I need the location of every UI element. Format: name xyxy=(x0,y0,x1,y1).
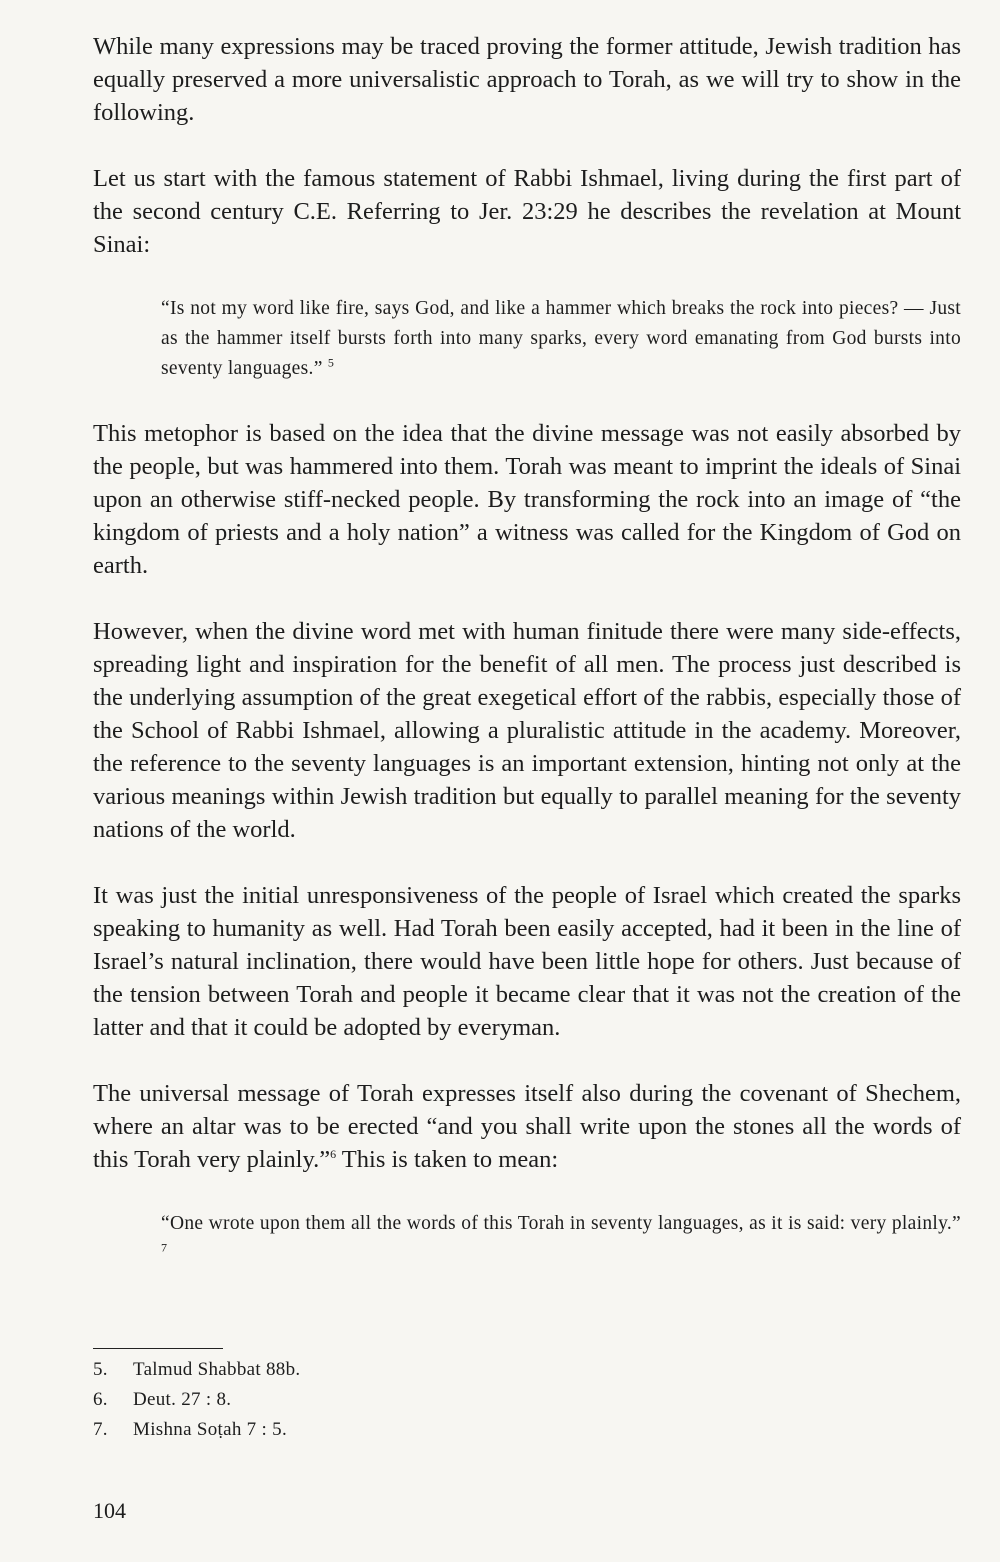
footnote-divider xyxy=(93,1348,223,1349)
quote-text: “One wrote upon them all the words of this Torah in seventy languages, as it is said: very plainly.” xyxy=(161,1213,961,1234)
footnote-ref: 5 xyxy=(327,355,335,370)
quote-text: “Is not my word like fire, says God, and like a hammer which breaks the rock into pieces? — Just as the hammer itself bursts forth into many sparks, every word emanating from God bursts into seventy languages.” xyxy=(161,298,961,379)
paragraph-intro: While many expressions may be traced proving the former attitude, Jewish tradition has equally preserved a more universalistic approach to Torah, as we will try to show in the following. xyxy=(93,33,961,126)
paragraph-rabbi-ishmael: Let us start with the famous statement of Rabbi Ishmael, living during the first part of the second century C.E. Referring to Jer. 23:29 he describes the revelation at Mount Sinai: xyxy=(93,165,961,258)
block-quote-seventy-languages xyxy=(161,1209,961,1269)
paragraph-metaphor: This metophor is based on the idea that the divine message was not easily absorbed by the people, but was hammered into them. Torah was meant to imprint the ideals of Sinai upon an otherwise stiff-necked people. By transforming the rock into an image of “the kingdom of priests and a holy nation” a witness was called for the Kingdom of God on earth. xyxy=(93,420,961,579)
paragraph-shechem xyxy=(93,1077,961,1176)
paragraph-finitude: However, when the divine word met with human finitude there were many side-effects, spreading light and inspiration for the benefit of all men. The process just described is the underlying assumption of the great exegetical effort of the rabbis, especially those of the School of Rabbi Ishmael, allowing a pluralistic attitude in the academy. Moreover, the reference to the seventy languages is an important extension, hinting not only at the various meanings within Jewish tradition but equally to parallel meaning for the seventy nations of the world. xyxy=(93,618,961,843)
footnote-item xyxy=(93,1355,961,1385)
footnote-text: Deut. 27 : 8. xyxy=(133,1389,232,1410)
footnote-item xyxy=(93,1415,961,1445)
paragraph-text: The universal message of Torah expresses itself also during the covenant of Shechem, where an altar was to be erected “and you shall write upon the stones all the words of this Torah very plainly.” xyxy=(93,1080,961,1173)
footnote-item xyxy=(93,1385,961,1415)
footnote-ref: 6 xyxy=(330,1146,337,1161)
footnote-text: Mishna Soṭah 7 : 5. xyxy=(133,1419,288,1440)
footnote-ref: 7 xyxy=(161,1240,168,1255)
paragraph-unresponsiveness: It was just the initial unresponsiveness of the people of Israel which created the sparks speaking to humanity as well. Had Torah been easily accepted, had it been in the line of Israel’s natural inclination, there would have been little hope for others. Just because of the tension between Torah and people it became clear that it was not the creation of the latter and that it could be adopted by everyman. xyxy=(93,882,961,1041)
footnote-number: 6. xyxy=(93,1389,108,1410)
page-number: 104 xyxy=(93,1498,126,1523)
footnote-text: Talmud Shabbat 88b. xyxy=(133,1359,301,1380)
footnote-number: 7. xyxy=(93,1419,108,1440)
footnote-number: 5. xyxy=(93,1359,108,1380)
paragraph-text: This is taken to mean: xyxy=(336,1146,559,1173)
page-body xyxy=(93,30,961,1302)
footnotes xyxy=(93,1348,961,1445)
block-quote-hammer xyxy=(161,294,961,384)
